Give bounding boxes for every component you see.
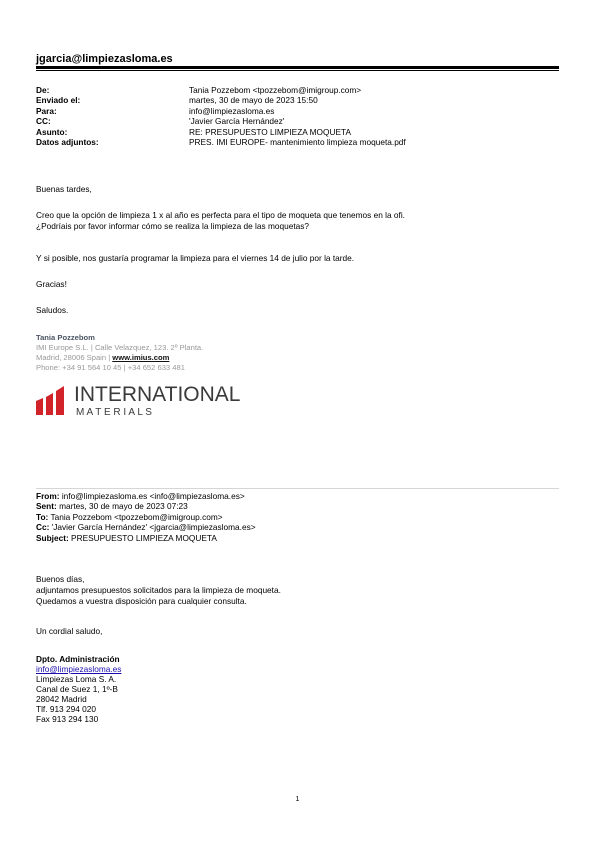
forwarded-cc-row xyxy=(36,522,256,532)
forwarded-to: Tania Pozzebom <tpozzebom@imigroup.com> xyxy=(50,511,223,522)
header-value: martes, 30 de mayo de 2023 15:50 xyxy=(189,95,318,106)
header-divider-thin xyxy=(36,70,559,71)
forwarded-label: Cc: xyxy=(36,522,50,533)
forwarded-subject-row xyxy=(36,533,256,543)
forwarded-label: From: xyxy=(36,491,60,501)
body-paragraph-2: Y si posible, nos gustaría programar la limpieza para el viernes 14 de julio por la tarde. xyxy=(36,253,355,263)
body-greeting: Buenas tardes, xyxy=(36,184,92,194)
forwarded-line-2: Quedamos a vuestra disposición para cualquier consulta. xyxy=(36,596,247,606)
forwarded-to-row xyxy=(36,512,256,522)
header-attachments-row xyxy=(36,137,406,147)
signature-city: Madrid, 28006 Spain | xyxy=(36,353,113,362)
company-address-2: 28042 Madrid xyxy=(36,694,87,704)
header-label: Para: xyxy=(36,105,57,116)
forwarded-closing: Un cordial saludo, xyxy=(36,626,103,636)
forwarded-from: info@limpiezasloma.es <info@limpiezasloma.es> xyxy=(61,491,245,501)
forwarded-label: To: xyxy=(36,511,49,522)
header-value: 'Javier García Hernández' xyxy=(189,116,285,127)
body-paragraph-1-line-2: ¿Podríais por favor informar cómo se realiza la limpieza de las moquetas? xyxy=(36,221,309,231)
body-closing: Saludos. xyxy=(36,305,69,315)
forward-separator xyxy=(36,488,559,489)
signature-name: Tania Pozzebom xyxy=(36,333,95,342)
company-signature xyxy=(36,654,121,724)
body-paragraph-1-line-1: Creo que la opción de limpieza 1 x al año es perfecta para el tipo de moqueta que tenemos en la ofi. xyxy=(36,210,405,220)
forwarded-line-1: adjuntamos presupuestos solicitados para la limpieza de moqueta. xyxy=(36,585,281,595)
company-department: Dpto. Administración xyxy=(36,654,120,664)
header-cc-row xyxy=(36,116,406,126)
forwarded-greeting: Buenos días, xyxy=(36,574,85,584)
attachment-link[interactable]: PRES. IMI EUROPE- mantenimiento limpieza moqueta.pdf xyxy=(189,137,406,148)
email-header xyxy=(36,85,406,147)
header-sent-row xyxy=(36,95,406,105)
international-materials-logo xyxy=(34,381,249,417)
signature-address-line: IMI Europe S.L. | Calle Velazquez, 123. 2º Planta. xyxy=(36,343,204,352)
forwarded-sent: martes, 30 de mayo de 2023 07:23 xyxy=(59,501,188,512)
signature-city-line xyxy=(36,353,169,363)
header-value: RE: PRESUPUESTO LIMPIEZA MOQUETA xyxy=(189,126,351,137)
header-to-row xyxy=(36,106,406,116)
page-number: 1 xyxy=(295,796,300,803)
company-phone: Tlf. 913 294 020 xyxy=(36,704,96,714)
header-label: Datos adjuntos: xyxy=(36,137,99,148)
header-subject-row xyxy=(36,127,406,137)
body-thanks: Gracias! xyxy=(36,279,67,289)
company-fax: Fax 913 294 130 xyxy=(36,714,99,724)
forwarded-label: Subject: xyxy=(36,532,69,543)
header-label: Asunto: xyxy=(36,126,68,137)
forwarded-header xyxy=(36,491,256,543)
forwarded-subject: PRESUPUESTO LIMPIEZA MOQUETA xyxy=(71,532,217,543)
header-value: Tania Pozzebom <tpozzebom@imigroup.com> xyxy=(189,85,362,95)
header-label: De: xyxy=(36,85,50,95)
forwarded-sent-row xyxy=(36,501,256,511)
company-name: Limpiezas Loma S. A. xyxy=(36,674,117,684)
forwarded-from-row xyxy=(36,491,256,501)
logo-text-top: INTERNATIONAL xyxy=(74,383,241,406)
header-value: info@limpiezasloma.es xyxy=(189,105,275,116)
company-address-1: Canal de Suez 1, 1º-B xyxy=(36,684,118,694)
header-divider-thick xyxy=(36,66,559,69)
logo-text-bottom: M A T E R I A L S xyxy=(76,407,152,417)
forwarded-cc: 'Javier García Hernández' <jgarcia@limpiezasloma.es> xyxy=(51,522,256,533)
company-email-link[interactable]: info@limpiezasloma.es xyxy=(36,664,122,674)
signature-website-link[interactable]: www.imius.com xyxy=(112,353,170,362)
logo-mark-icon xyxy=(36,386,64,415)
header-from-row xyxy=(36,85,406,95)
header-label: Enviado el: xyxy=(36,95,81,106)
mailbox-owner-email: jgarcia@limpiezasloma.es xyxy=(36,53,173,65)
signature-phone-line: Phone: +34 91 564 10 45 | +34 652 633 481 xyxy=(36,363,185,372)
header-label: CC: xyxy=(36,116,51,127)
forwarded-label: Sent: xyxy=(36,501,57,512)
